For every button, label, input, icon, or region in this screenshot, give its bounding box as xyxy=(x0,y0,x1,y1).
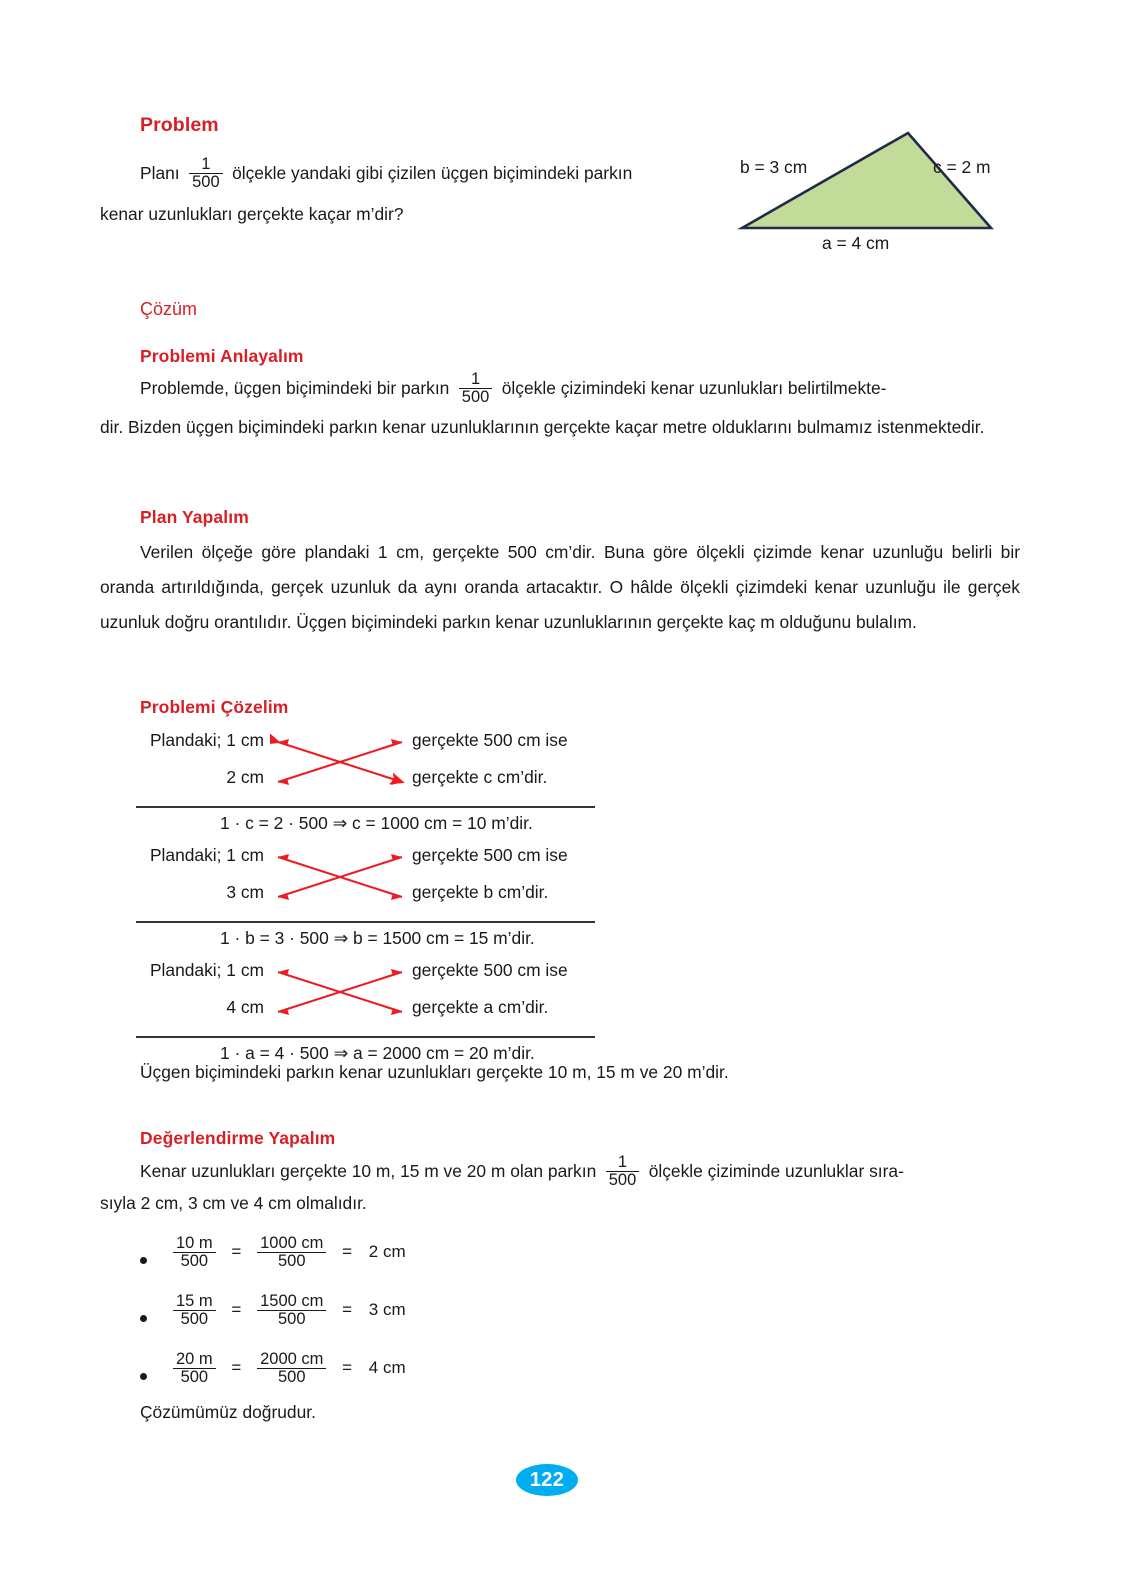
fraction-denominator: 500 xyxy=(173,1310,216,1328)
fraction-denominator: 500 xyxy=(173,1252,216,1270)
bullet-fraction-right xyxy=(257,1235,326,1271)
bullet-equation-2 xyxy=(168,1293,412,1329)
prop-left-top: Plandaki; 1 cm xyxy=(149,730,264,750)
evaluate-paragraph-line2: sıyla 2 cm, 3 cm ve 4 cm olmalıdır. xyxy=(100,1193,367,1213)
bullet-item-1 xyxy=(140,1235,540,1287)
bullet-item-2 xyxy=(140,1293,540,1345)
bullet-dot-icon xyxy=(140,1315,147,1322)
evaluate-final-line: Çözümümüz doğrudur. xyxy=(140,1402,316,1422)
proportion-divider xyxy=(136,921,595,923)
problem-statement-line2: kenar uzunlukları gerçekte kaçar m’dir? xyxy=(100,204,404,224)
bullet-fraction-left xyxy=(173,1235,216,1271)
prop-right-top: gerçekte 500 cm ise xyxy=(412,960,568,980)
page-number-badge: 122 xyxy=(516,1464,578,1496)
fraction-denominator: 500 xyxy=(257,1310,326,1328)
understand-scale-fraction xyxy=(459,371,493,407)
understand-heading: Problemi Anlayalım xyxy=(140,346,304,366)
proportion-result: 1 · a = 4 · 500 ⇒ a = 2000 cm = 20 m’dir. xyxy=(220,1043,535,1063)
triangle-polygon xyxy=(742,133,991,228)
solution-heading: Çözüm xyxy=(140,299,198,319)
understand-text-before: Problemde, üçgen biçimindeki bir parkın xyxy=(140,378,450,399)
proportion-result: 1 · c = 2 · 500 ⇒ c = 1000 cm = 10 m’dir. xyxy=(220,813,533,833)
triangle-label-b: b = 3 cm xyxy=(740,157,808,177)
solve-conclusion: Üçgen biçimindeki parkın kenar uzunlukları gerçekte 10 m, 15 m ve 20 m’dir. xyxy=(140,1062,729,1082)
bullet-equation-1 xyxy=(168,1235,412,1271)
prop-right-top: gerçekte 500 cm ise xyxy=(412,845,568,865)
bullet-dot-icon xyxy=(140,1257,147,1264)
bullet-fraction-right xyxy=(257,1351,326,1387)
evaluate-heading: Değerlendirme Yapalım xyxy=(140,1128,336,1148)
bullet-result: 2 cm xyxy=(368,1241,406,1261)
fraction-numerator: 1000 cm xyxy=(260,1234,324,1252)
prop-left-top: Plandaki; 1 cm xyxy=(149,960,264,980)
understand-paragraph-line1 xyxy=(140,372,1020,408)
understand-paragraph-rest: dir. Bizden üçgen biçimindeki parkın kenar uzunluklarının gerçekte kaçar metre olduklarını bulmamız istenmektedir. xyxy=(100,417,985,437)
equals-sign-1: = xyxy=(231,1241,242,1261)
problem-scale-fraction xyxy=(189,156,223,192)
fraction-numerator: 10 m xyxy=(176,1234,213,1252)
bullet-fraction-right xyxy=(257,1293,326,1329)
bullet-equation-3 xyxy=(168,1351,412,1387)
evaluate-paragraph-line1 xyxy=(140,1155,1020,1191)
fraction-numerator: 1 xyxy=(617,1153,628,1171)
fraction-denominator: 500 xyxy=(606,1171,640,1189)
triangle-label-c: c = 2 m xyxy=(933,157,991,177)
fraction-numerator: 20 m xyxy=(176,1350,213,1368)
proportion-block-1 xyxy=(136,730,596,833)
fraction-numerator: 15 m xyxy=(176,1292,213,1310)
cross-multiply-arrows xyxy=(270,849,410,911)
solve-heading: Problemi Çözelim xyxy=(140,697,289,717)
triangle-figure xyxy=(700,105,1030,255)
fraction-denominator: 500 xyxy=(459,388,493,406)
prop-left-bottom: 2 cm xyxy=(226,767,264,787)
equals-sign-2: = xyxy=(342,1241,353,1261)
prop-left-top: Plandaki; 1 cm xyxy=(149,845,264,865)
fraction-denominator: 500 xyxy=(173,1368,216,1386)
bullet-item-3 xyxy=(140,1351,540,1403)
proportion-block-3 xyxy=(136,960,596,1063)
problem-statement-line1 xyxy=(140,157,730,193)
evaluate-text-after: ölçekle çiziminde uzunluklar sıra- xyxy=(648,1161,904,1182)
prop-left-bottom: 3 cm xyxy=(226,882,264,902)
understand-text-after: ölçekle çizimindeki kenar uzunlukları belirtilmekte- xyxy=(501,378,887,399)
prop-right-bottom: gerçekte a cm’dir. xyxy=(412,997,549,1017)
fraction-numerator: 1 xyxy=(201,155,211,173)
problem-text-after: ölçekle yandaki gibi çizilen üçgen biçimindeki parkın xyxy=(232,163,633,184)
fraction-numerator: 2000 cm xyxy=(260,1350,324,1368)
bullet-result: 3 cm xyxy=(368,1299,406,1319)
fraction-denominator: 500 xyxy=(257,1252,326,1270)
prop-right-bottom: gerçekte c cm’dir. xyxy=(412,767,548,787)
equals-sign-1: = xyxy=(231,1299,242,1319)
equals-sign-2: = xyxy=(342,1357,353,1377)
prop-right-top: gerçekte 500 cm ise xyxy=(412,730,568,750)
bullet-result: 4 cm xyxy=(368,1357,406,1377)
fraction-numerator: 1500 cm xyxy=(260,1292,324,1310)
equals-sign-2: = xyxy=(342,1299,353,1319)
proportion-divider xyxy=(136,806,595,808)
fraction-numerator: 1 xyxy=(470,370,481,388)
prop-right-bottom: gerçekte b cm’dir. xyxy=(412,882,549,902)
fraction-denominator: 500 xyxy=(189,173,223,191)
proportion-result: 1 · b = 3 · 500 ⇒ b = 1500 cm = 15 m’dir. xyxy=(220,928,535,948)
proportion-divider xyxy=(136,1036,595,1038)
evaluate-text-before: Kenar uzunlukları gerçekte 10 m, 15 m ve 20 m olan parkın xyxy=(140,1161,597,1182)
problem-heading: Problem xyxy=(140,114,219,136)
plan-paragraph: Verilen ölçeğe göre plandaki 1 cm, gerçekte 500 cm’dir. Buna göre ölçekli çizimde kenar uzunluğu belirli bir oranda artırıldığında, gerçek uzunluk da aynı oranda artacaktır. O hâlde ölçekli çizimdeki kenar uzunluğu ile gerçek uzunluk doğru orantılıdır. Üçgen biçimindeki parkın kenar uzunluklarının gerçekte kaç m olduğunu bulalım. xyxy=(100,542,1020,632)
fraction-denominator: 500 xyxy=(257,1368,326,1386)
triangle-label-a: a = 4 cm xyxy=(822,233,890,253)
prop-left-bottom: 4 cm xyxy=(226,997,264,1017)
cross-multiply-arrows xyxy=(270,964,410,1026)
plan-heading: Plan Yapalım xyxy=(140,507,249,527)
cross-multiply-arrows xyxy=(270,734,410,796)
bullet-dot-icon xyxy=(140,1373,147,1380)
bullet-fraction-left xyxy=(173,1293,216,1329)
evaluate-scale-fraction xyxy=(606,1154,640,1190)
bullet-fraction-left xyxy=(173,1351,216,1387)
proportion-block-2 xyxy=(136,845,596,948)
equals-sign-1: = xyxy=(231,1357,242,1377)
problem-text-before: Planı xyxy=(140,163,180,184)
